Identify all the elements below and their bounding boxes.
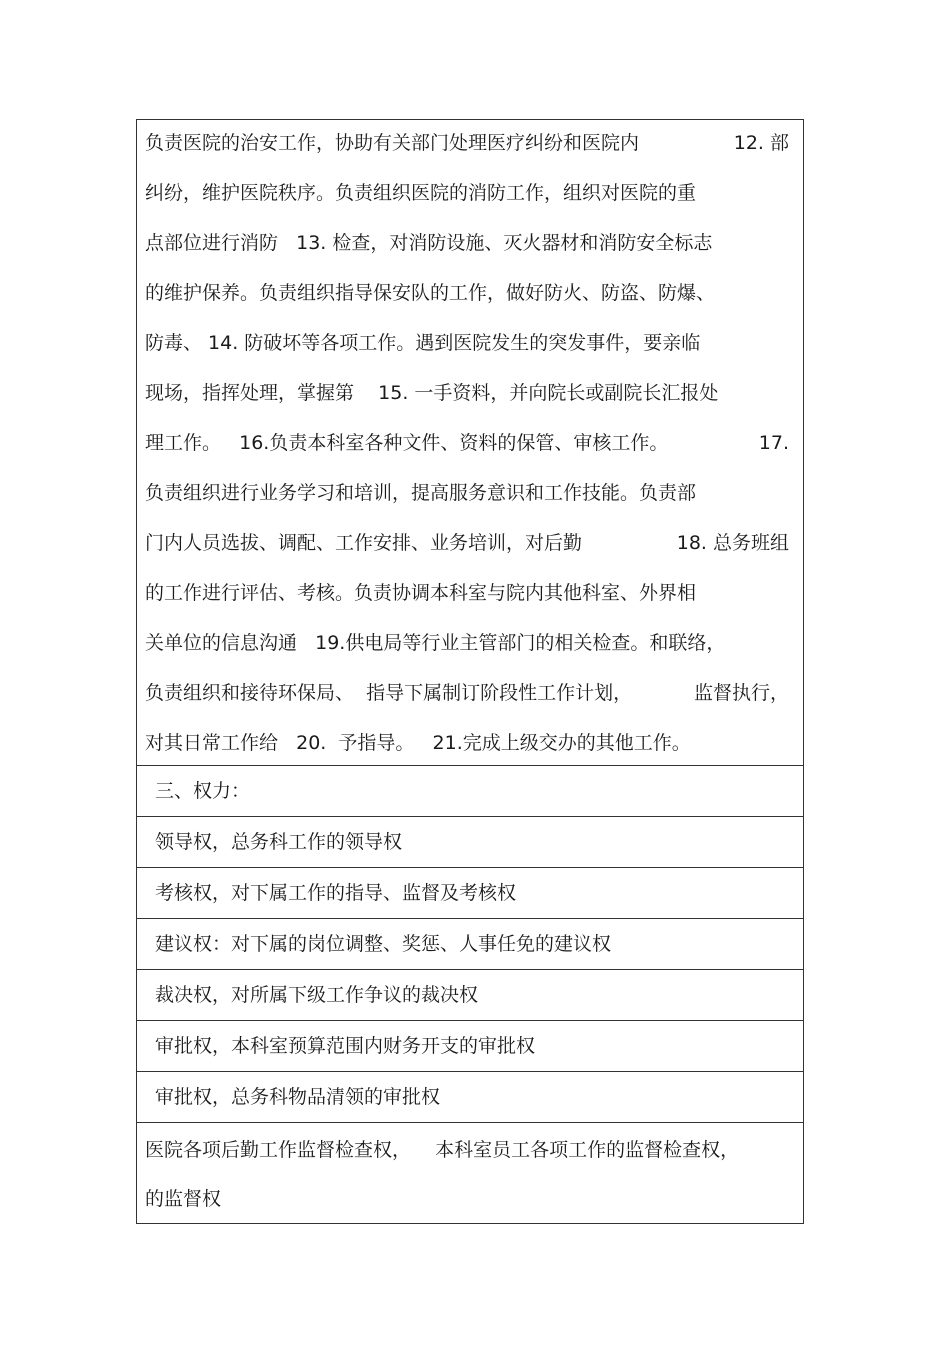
duty-line: 纠纷，维护医院秩序。负责组织医院的消防工作，组织对医院的重 bbox=[145, 182, 697, 204]
duty-line: 防毒、 14. 防破坏等各项工作。遇到医院发生的突发事件，要亲临 bbox=[145, 332, 701, 354]
duty-line: 点部位进行消防 13. 检查，对消防设施、灭火器材和消防安全标志 bbox=[145, 232, 713, 254]
duty-line: 的维护保养。负责组织指导保安队的工作，做好防火、防盗、防爆、 bbox=[145, 282, 716, 304]
duty-line: 门内人员选拔、调配、工作安排、业务培训，对后勤 18. 总务班组 bbox=[145, 532, 789, 554]
duty-line: 的工作进行评估、考核。负责协调本科室与院内其他科室、外界相 bbox=[145, 582, 697, 604]
duty-line: 理工作。 16.负责本科室各种文件、资料的保管、审核工作。 17. bbox=[145, 432, 789, 454]
power-row: 裁决权，对所属下级工作争议的裁决权 bbox=[137, 970, 803, 1021]
duty-line: 负责组织进行业务学习和培训，提高服务意识和工作技能。负责部 bbox=[145, 482, 697, 504]
duty-line: 对其日常工作给 20. 予指导。 21.完成上级交办的其他工作。 bbox=[145, 732, 691, 754]
section-title: 三、权力： bbox=[137, 766, 803, 817]
power-row: 建议权：对下属的岗位调整、奖惩、人事任免的建议权 bbox=[137, 919, 803, 970]
power-row: 考核权，对下属工作的指导、监督及考核权 bbox=[137, 868, 803, 919]
supervision-line: 医院各项后勤工作监督检查权， 本科室员工各项工作的监督检查权， bbox=[145, 1139, 740, 1161]
power-row: 审批权，总务科物品清领的审批权 bbox=[137, 1072, 803, 1123]
power-row: 审批权，本科室预算范围内财务开支的审批权 bbox=[137, 1021, 803, 1072]
supervision-line: 的监督权 bbox=[145, 1188, 222, 1210]
duty-line: 负责医院的治安工作，协助有关部门处理医疗纠纷和医院内 12. 部 bbox=[145, 132, 789, 154]
duties-cell bbox=[137, 120, 803, 766]
duty-line: 现场，指挥处理，掌握第 15. 一手资料，并向院长或副院长汇报处 bbox=[145, 382, 719, 404]
duty-line: 负责组织和接待环保局、 指导下属制订阶段性工作计划， 监督执行， bbox=[145, 682, 789, 704]
duty-line: 关单位的信息沟通 19.供电局等行业主管部门的相关检查。和联络， bbox=[145, 632, 726, 654]
supervision-cell bbox=[137, 1123, 803, 1223]
document-table bbox=[136, 119, 804, 1224]
power-row: 领导权，总务科工作的领导权 bbox=[137, 817, 803, 868]
